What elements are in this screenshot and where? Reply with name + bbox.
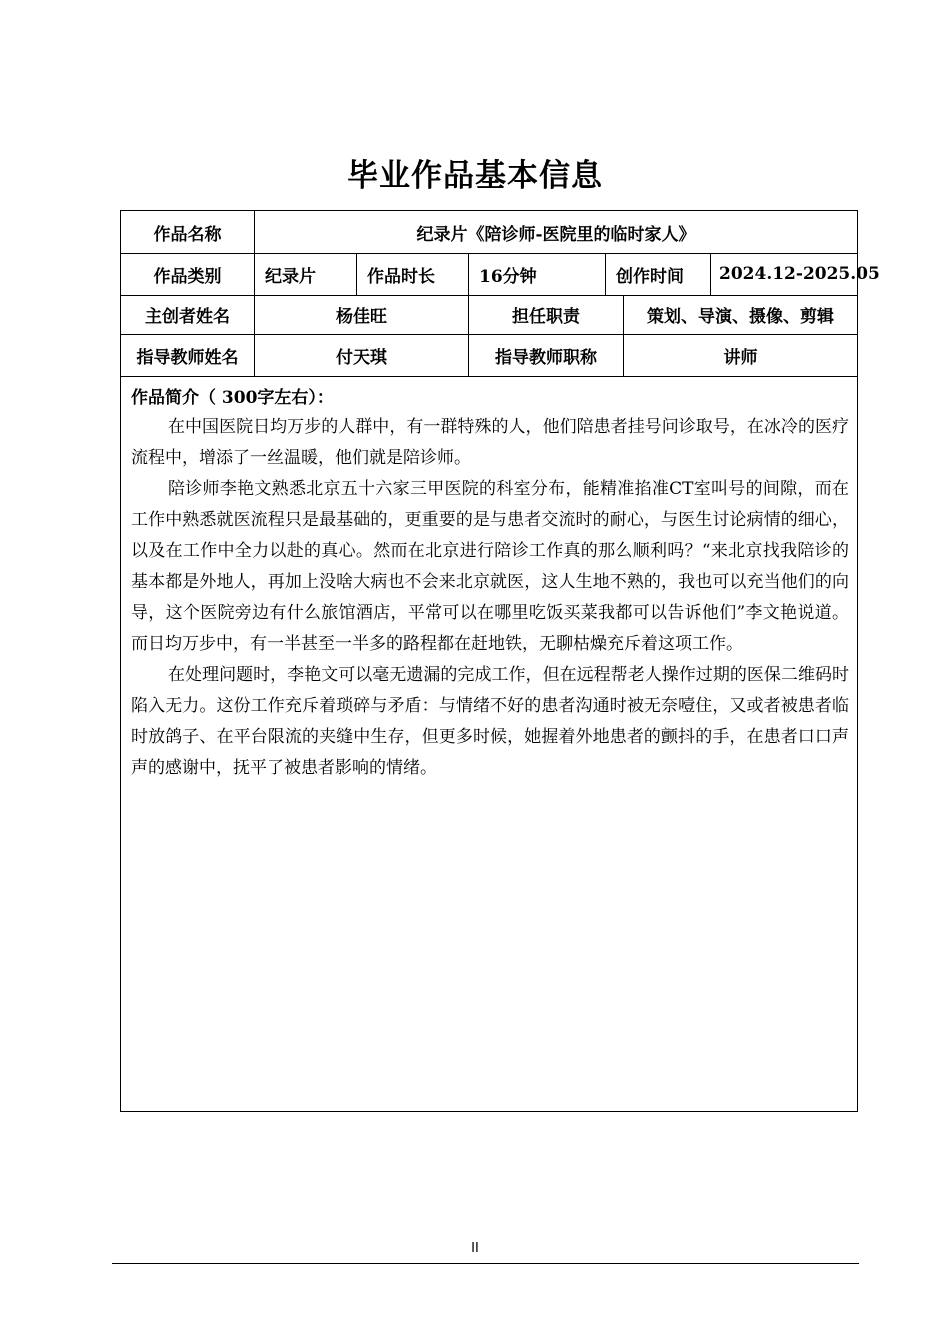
role-value: 策划、导演、摄像、剪辑 [647,307,834,327]
category-value: 纪录片 [265,266,316,287]
intro-paragraph: 在处理问题时，李艳文可以毫无遗漏的完成工作，但在远程帮老人操作过期的医保二维码时陷入无力。这份工作充斥着琐碎与矛盾：与情绪不好的患者沟通时被无奈噎住，又或者被患者临时放鸽子、在平台限流的夹缝中生存，但更多时候，她握着外地患者的颤抖的手，在患者口口声声的感谢中，抚平了被患者影响的情绪。 [131,665,849,778]
category-label: 作品类别 [153,266,222,287]
intro-heading: 作品简介（ 300字左右）： [131,388,334,408]
page-title: 毕业作品基本信息 [347,158,603,194]
footer-rule [112,1263,859,1264]
advisor-label: 指导教师姓名 [136,347,239,368]
created-value: 2024.12-2025.05 [719,264,880,284]
duration-value: 16分钟 [479,266,537,287]
info-table [120,210,880,1112]
page-number: II [471,1241,479,1256]
advisor-value: 付天琪 [336,347,387,368]
row-divider [121,376,857,377]
advisor-title-value: 讲师 [723,347,758,368]
created-label: 创作时间 [616,266,684,287]
work-name-label: 作品名称 [153,224,222,245]
duration-label: 作品时长 [367,266,435,287]
creator-value: 杨佳旺 [336,307,387,327]
creator-label: 主创者姓名 [145,307,230,327]
work-name-value: 纪录片《陪诊师-医院里的临时家人》 [416,224,696,245]
intro-paragraph: 陪诊师李艳文熟悉北京五十六家三甲医院的科室分布，能精准掐准CT室叫号的间隙，而在工作中熟悉就医流程只是最基础的，更重要的是与患者交流时的耐心，与医生讨论病情的细心，以及在工作中全力以赴的真心。然而在北京进行陪诊工作真的那么顺利吗？“来北京找我陪诊的基本都是外地人，再加上没啥大病也不会来北京就医，这人生地不熟的，我也可以充当他们的向导，这个医院旁边有什么旅馆酒店，平常可以在哪里吃饭买菜我都可以告诉他们”李文艳说道。而日均万步中，有一半甚至一半多的路程都在赶地铁，无聊枯燥充斥着这项工作。 [131,479,849,654]
role-label: 担任职责 [512,307,580,327]
intro-section [131,384,849,784]
advisor-title-label: 指导教师职称 [495,347,597,368]
intro-paragraph: 在中国医院日均万步的人群中，有一群特殊的人，他们陪患者挂号问诊取号，在冰冷的医疗流程中，增添了一丝温暖，他们就是陪诊师。 [131,417,849,468]
